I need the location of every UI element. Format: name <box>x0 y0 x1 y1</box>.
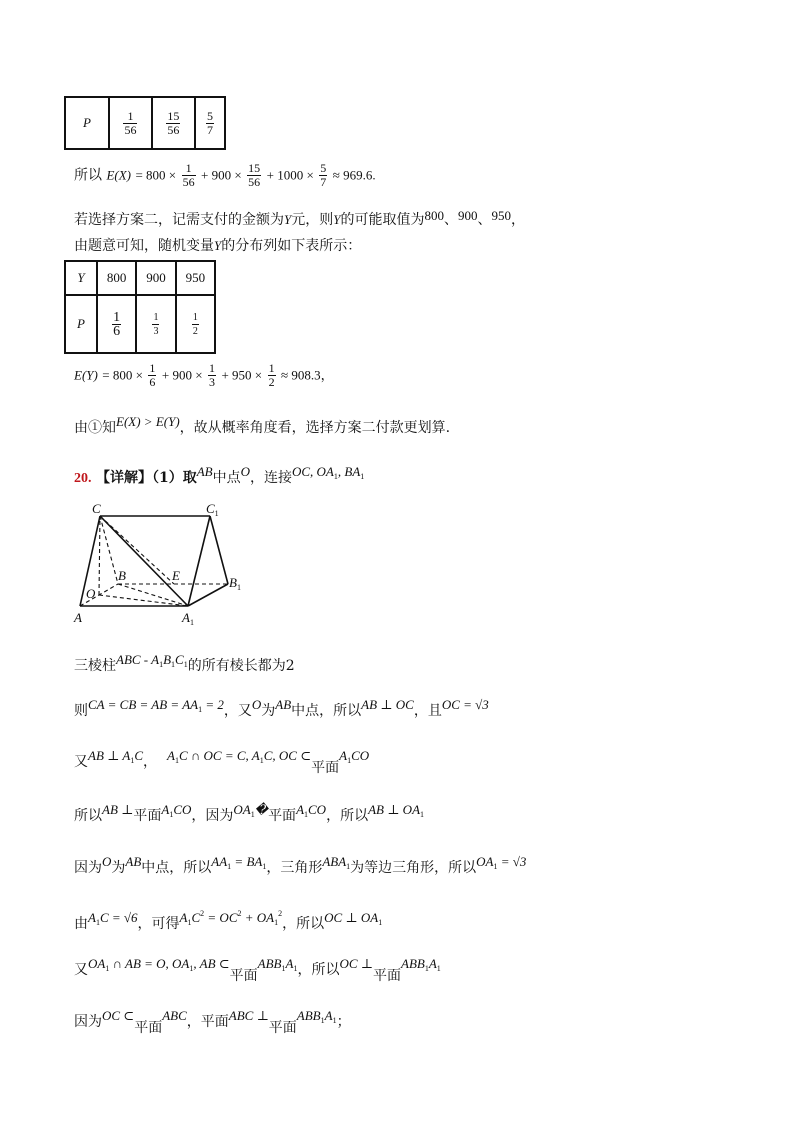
expectation-y-line: E(Y) = 800 × $\frac{1}{6}$ + 900 × $\frac{1}{3}$ + 950 × $\frac{1}{2}$ ≈ 908.3， <box>74 361 334 389</box>
label-e: E <box>172 568 180 583</box>
proof-line-6: 又$OA_1$ ∩ AB = O, $OA_1$, AB ⊂平面$ABB_1A_1$，所以OC ⊥平面$ABB_1A_1$ <box>74 956 441 984</box>
problem-20-heading: 20. 【详解】（1）取AB中点O，连接OC, $OA_1$, $BA_1$ <box>74 464 365 486</box>
expectation-x-line: 所以 E(X) = 800 × $\frac{1}{56}$ + 900 × $\frac{15}{56}$ + 1000 × $\frac{5}{7}$ ≈ 969.6. <box>74 161 376 189</box>
distribution-intro: 由题意可知，随机变量Y的分布列如下表所示： <box>74 238 362 254</box>
label-b1: $B_1$ <box>229 575 241 592</box>
probability-table-x <box>64 96 226 150</box>
table-row-label: P <box>65 295 97 353</box>
edge-a1-b1 <box>188 584 228 606</box>
proof-line-4: 因为O为AB中点，所以$AA_1 = BA_1$，三角形$ABA_1$为等边三角形，所以$OA_1 = √3$ <box>74 854 527 876</box>
edge-c1-b1 <box>210 516 228 584</box>
proof-line-3: 所以AB ⊥平面$A_1CO$，因为$OA_1�$平面$A_1CO$，所以AB ⊥ $OA_1$ <box>74 802 425 824</box>
label-o: O <box>86 586 96 601</box>
table-cell: $\frac{1}{2}$ <box>176 295 215 353</box>
probability-table-y <box>64 260 216 354</box>
prism-figure <box>70 500 260 630</box>
table-header: 800 <box>97 261 136 295</box>
proof-line-2: 又AB ⊥ $A_1C$， $A_1C$ ∩ OC = C, $A_1C$, OC ⊂平面$A_1CO$ <box>74 748 370 776</box>
edge-c1-a1 <box>188 516 210 606</box>
segment-o-c <box>99 516 100 595</box>
label-c1: $C_1$ <box>206 501 219 518</box>
segment-c-e <box>100 516 174 584</box>
proof-line-1: 则CA = CB = AB = $AA_1 = 2$，又O为AB中点，所以AB ⊥ OC，且OC = √3 <box>74 697 489 719</box>
table-cell: $\frac{1}{56}$ <box>109 97 152 149</box>
label-a1: $A_1$ <box>182 610 194 627</box>
table-header: Y <box>65 261 97 295</box>
table-cell: $\frac{1}{3}$ <box>136 295 175 353</box>
table-header: 950 <box>176 261 215 295</box>
proof-line-7: 因为OC ⊂平面ABC，平面ABC ⊥平面$ABB_1A_1$； <box>74 1008 351 1036</box>
table-header: 900 <box>136 261 175 295</box>
proof-line-5: 由$A_1C = √6$，可得$A_1C^2 = OC^2 + OA_1^2$，所以OC ⊥ $OA_1$ <box>74 909 383 932</box>
label-a: A <box>74 610 82 625</box>
label-c: C <box>92 501 101 516</box>
segment-o-a1 <box>99 595 188 606</box>
prism-statement: 三棱柱ABC - $A_1B_1C_1$的所有棱长都为2 <box>74 652 295 674</box>
table-cell: $\frac{5}{7}$ <box>195 97 225 149</box>
table-cell: $\frac{15}{56}$ <box>152 97 195 149</box>
table-cell: $\frac{1}{6}$ <box>97 295 136 353</box>
label-b: B <box>118 568 126 583</box>
edge-c-a1 <box>100 516 188 606</box>
option-two-text: 若选择方案二，记需支付的金额为Y元，则Y的可能取值为800、900、950， <box>74 208 525 228</box>
comparison-conclusion: 由①知E(X) > E(Y)，故从概率角度看，选择方案二付款更划算. <box>74 414 451 436</box>
table-row-label: P <box>65 97 109 149</box>
